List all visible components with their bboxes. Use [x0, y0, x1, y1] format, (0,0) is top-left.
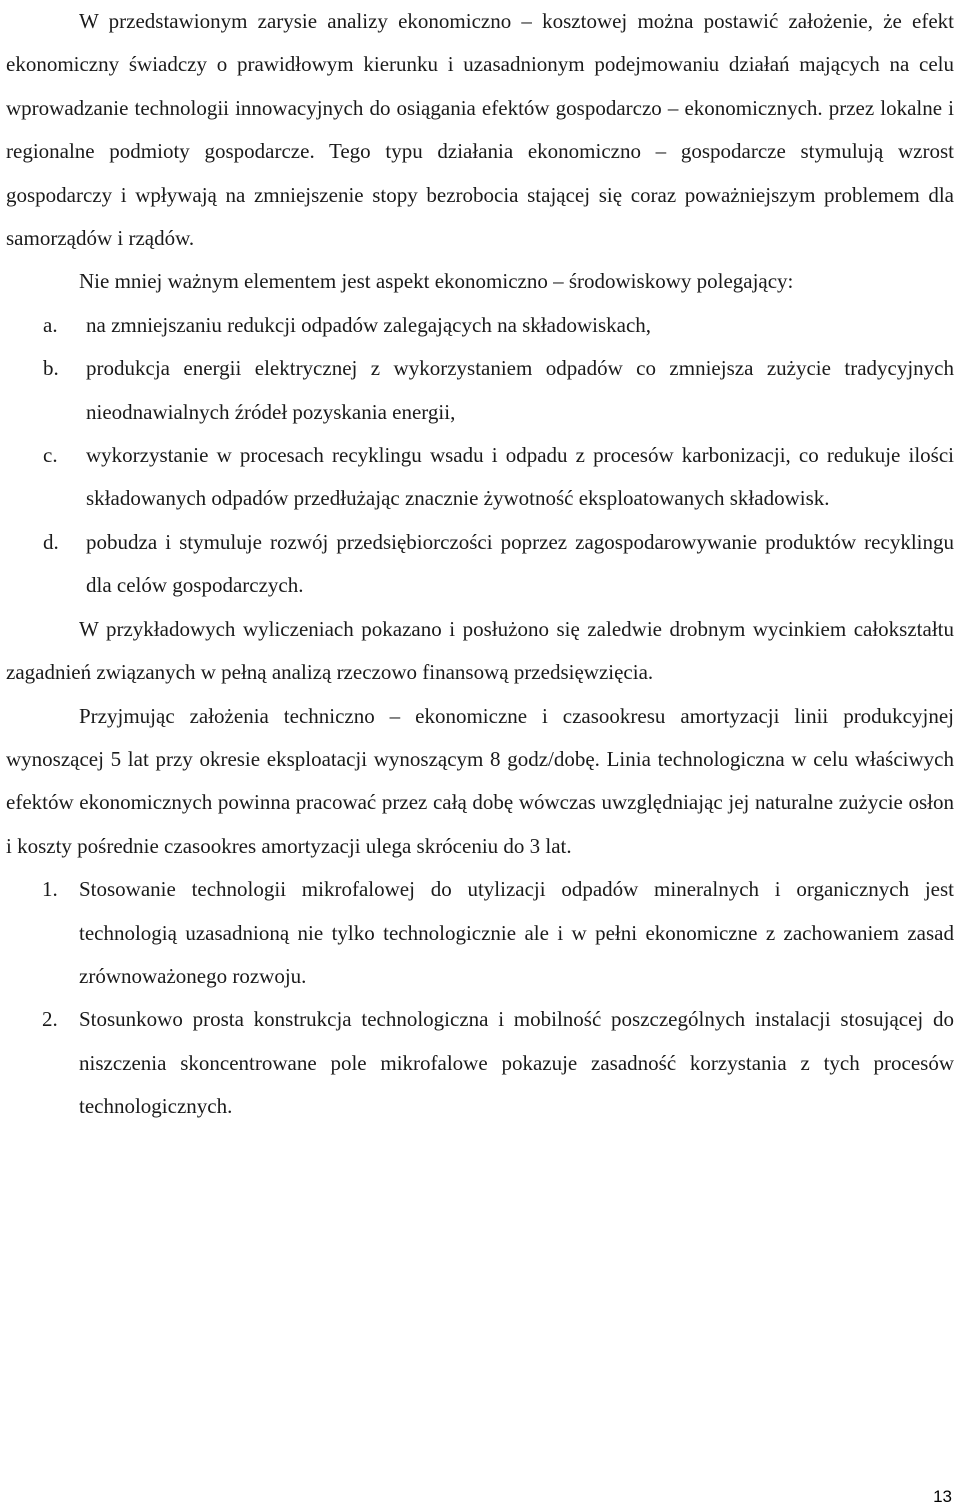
paragraph-assumptions: Przyjmując założenia techniczno – ekonomiczne i czasookresu amortyzacji linii produkcyjnej wynoszącej 5 lat przy okresie eksploatacji wynoszącym 8 godz/dobę. Linia technologiczna w celu właściwych efektów ekonomicznych powinna pracować przez całą dobę wówczas uwzględniając jej naturalne zużycie osłon i koszty pośrednie czasookres amortyzacji ulega skróceniu do 3 lat.	[6, 703, 954, 858]
list-marker: 2.	[42, 1007, 58, 1032]
list-item-text: Stosowanie technologii mikrofalowej do utylizacji odpadów mineralnych i organicznych jest technologią uzasadnioną nie tylko technologicznie ale i w pełni ekonomiczne z zachowaniem zasad zrównoważonego rozwoju.	[79, 877, 954, 988]
list-marker: d.	[43, 529, 59, 554]
list-item-text: produkcja energii elektrycznej z wykorzystaniem odpadów co zmniejsza zużycie tradycyjnych nieodnawialnych źródeł pozyskania energii,	[86, 356, 954, 424]
list-marker: 1.	[42, 877, 58, 902]
list-marker: c.	[43, 443, 58, 468]
list-item	[6, 347, 954, 434]
list-item	[6, 998, 954, 1128]
document-page	[6, 0, 954, 1129]
paragraph-examples: W przykładowych wyliczeniach pokazano i posłużono się zaledwie drobnym wycinkiem całokształtu zagadnień związanych w pełną analizą rzeczowo finansową przedsięwzięcia.	[6, 616, 954, 685]
list-marker: a.	[43, 312, 58, 337]
alpha-list	[6, 304, 954, 608]
list-marker: b.	[43, 356, 59, 381]
list-item	[6, 434, 954, 521]
list-item	[6, 868, 954, 998]
paragraph-aspect: Nie mniej ważnym elementem jest aspekt ekonomiczno – środowiskowy polegający:	[79, 269, 794, 294]
list-item-text: pobudza i stymuluje rozwój przedsiębiorczości poprzez zagospodarowywanie produktów recyklingu dla celów gospodarczych.	[86, 529, 954, 598]
list-item	[6, 521, 954, 608]
list-item-text: Stosunkowo prosta konstrukcja technologiczna i mobilność poszczególnych instalacji stosującej do niszczenia skoncentrowane pole mikrofalowe pokazuje zasadność korzystania z tych procesów technologicznych.	[79, 1007, 954, 1119]
list-item-text: wykorzystanie w procesach recyklingu wsadu i odpadu z procesów karbonizacji, co redukuje ilości składowanych odpadów przedłużając znacznie żywotność eksploatowanych składowisk.	[86, 443, 954, 511]
list-item	[6, 304, 954, 347]
page-number: 13	[933, 1487, 952, 1506]
paragraph-intro: W przedstawionym zarysie analizy ekonomiczno – kosztowej można postawić założenie, że efekt ekonomiczny świadczy o prawidłowym kierunku i uzasadnionym podejmowaniu działań mających na celu wprowadzanie technologii innowacyjnych do osiągania efektów gospodarczo – ekonomicznych. przez lokalne i regionalne podmioty gospodarcze. Tego typu działania ekonomiczno – gospodarcze stymulują wzrost gospodarczy i wpływają na zmniejszenie stopy bezrobocia stającej się coraz poważniejszym problemem dla samorządów i rządów.	[6, 9, 954, 251]
list-item-text: na zmniejszaniu redukcji odpadów zalegających na składowiskach,	[86, 312, 652, 337]
numbered-list	[6, 868, 954, 1128]
